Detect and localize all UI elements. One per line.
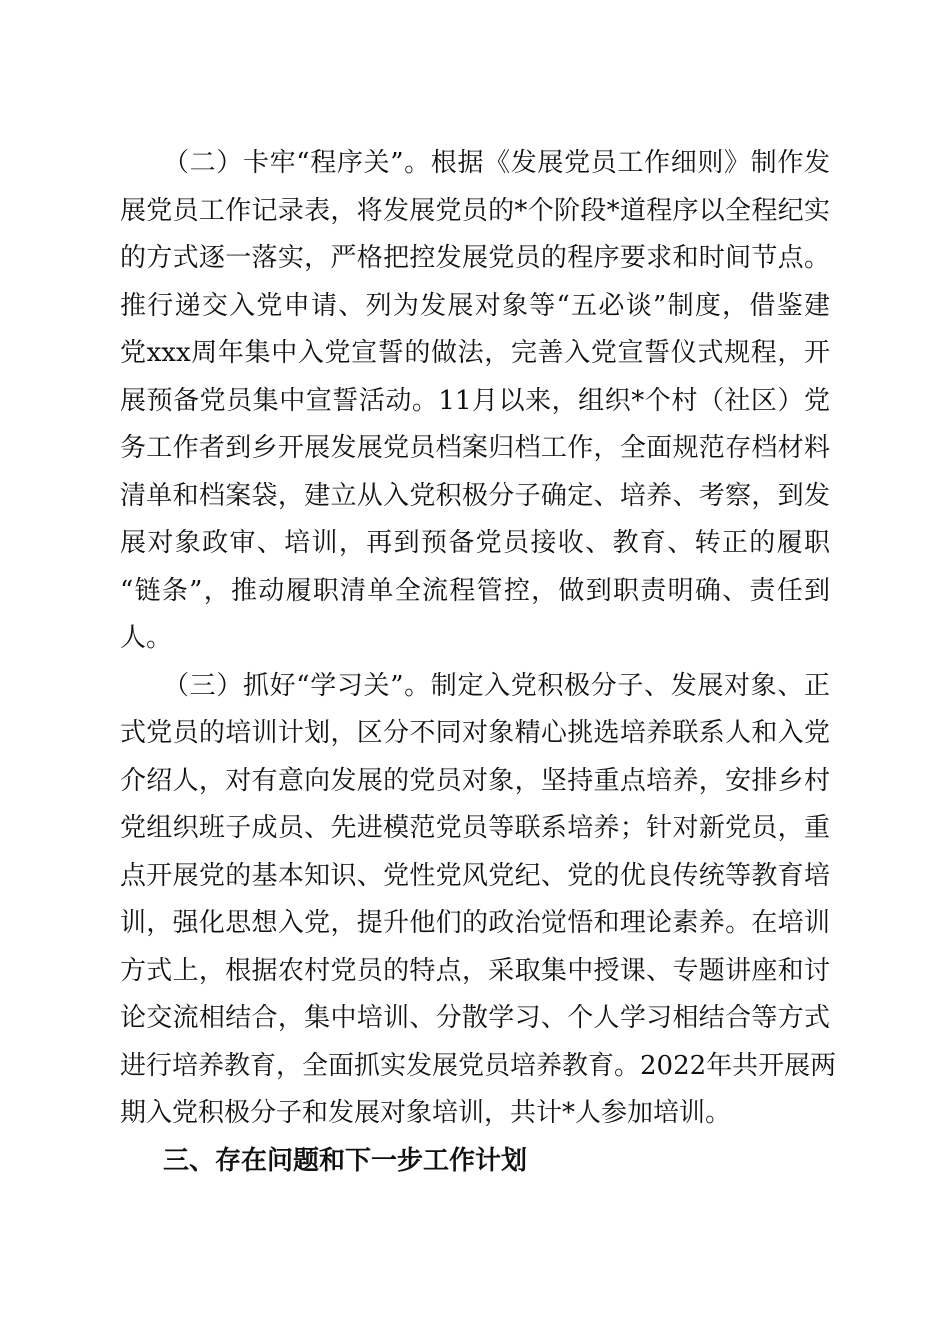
paragraph-line: 党组织班子成员、先进模范党员等联系培养；针对新党员，重: [120, 813, 830, 843]
paragraph-line: 推行递交入党申请、列为发展对象等“五必谈”制度，借鉴建: [120, 290, 830, 321]
paragraph-line: 训，强化思想入党，提升他们的政治觉悟和理论素养。在培训: [120, 908, 830, 938]
paragraph-line: 论交流相结合，集中培训、分散学习、个人学习相结合等方式: [120, 1003, 830, 1033]
paragraph-line: （二）卡牢“程序关”。根据《发展党员工作细则》制作发: [163, 148, 830, 178]
paragraph-procedure: [120, 140, 830, 663]
paragraph-line: 展党员工作记录表，将发展党员的*个阶段*道程序以全程纪实: [120, 195, 830, 226]
paragraph-line: 人。: [120, 623, 173, 653]
paragraph-line: 务工作者到乡开展发展党员档案归档工作，全面规范存档材料: [120, 433, 830, 463]
section-heading: 三、存在问题和下一步工作计划: [163, 1145, 528, 1176]
paragraph-line: 进行培养教育，全面抓实发展党员培养教育。2022年共开展两: [120, 1050, 837, 1081]
paragraph-line: 式党员的培训计划，区分不同对象精心挑选培养联系人和入党: [120, 718, 830, 748]
paragraph-line: 期入党积极分子和发展对象培训，共计*人参加培训。: [120, 1098, 732, 1128]
paragraph-line: 展对象政审、培训，再到预备党员接收、教育、转正的履职: [120, 528, 830, 558]
paragraph-line: 清单和档案袋，建立从入党积极分子确定、培养、考察，到发: [120, 480, 830, 511]
paragraph-line: （三）抓好“学习关”。制定入党积极分子、发展对象、正: [163, 670, 830, 701]
document-body: [120, 140, 837, 1185]
paragraph-line: 的方式逐一落实，严格把控发展党员的程序要求和时间节点。: [120, 243, 830, 273]
paragraph-line: 介绍人，对有意向发展的党员对象，坚持重点培养，安排乡村: [120, 765, 830, 796]
paragraph-study: [120, 663, 837, 1138]
paragraph-line: “链条”，推动履职清单全流程管控，做到职责明确、责任到: [120, 575, 830, 606]
paragraph-line: 党xxx周年集中入党宣誓的做法，完善入党宣誓仪式规程，开: [120, 338, 830, 368]
paragraph-line: 点开展党的基本知识、党性党风党纪、党的优良传统等教育培: [120, 860, 830, 891]
paragraph-line: 方式上，根据农村党员的特点，采取集中授课、专题讲座和讨: [120, 955, 830, 986]
paragraph-line: 展预备党员集中宣誓活动。11月以来，组织*个村（社区）党: [120, 385, 830, 416]
